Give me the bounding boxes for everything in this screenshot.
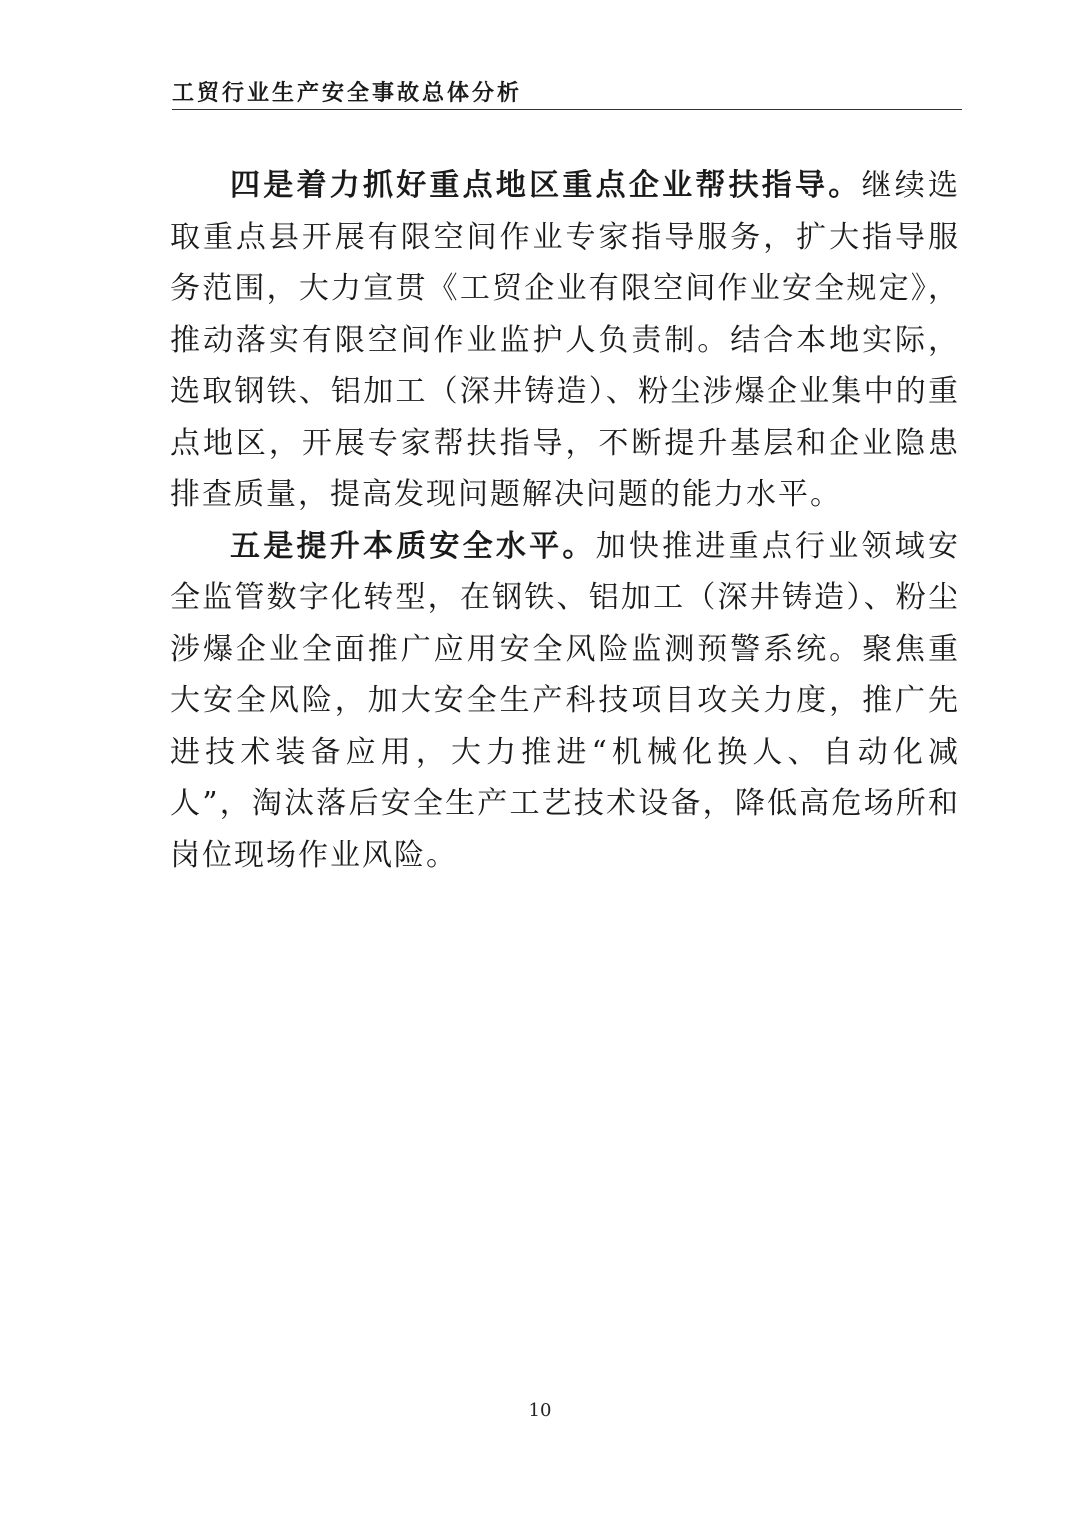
body-text — [170, 160, 960, 881]
paragraph-five-heading: 五是提升本质安全水平。 — [230, 528, 596, 564]
paragraph-five — [170, 521, 960, 882]
running-header-title: 工贸行业生产安全事故总体分析 — [172, 81, 523, 106]
paragraph-five-text: 加快推进重点行业领域安全监管数字化转型，在钢铁、铝加工（深井铸造）、粉尘涉爆企业全面推广应用安全风险监测预警系统。聚焦重大安全风险，加大安全生产科技项目攻关力度，推广先进技术装备应用，大力推进“机械化换人、自动化减人”，淘汰落后安全生产工艺技术设备，降低高危场所和岗位现场作业风险。 — [170, 528, 961, 873]
header-divider — [172, 109, 962, 110]
paragraph-four-text: 继续选取重点县开展有限空间作业专家指导服务，扩大指导服务范围，大力宣贯《工贸企业有限空间作业安全规定》，推动落实有限空间作业监护人负责制。结合本地实际，选取钢铁、铝加工（深井铸造）、粉尘涉爆企业集中的重点地区，开展专家帮扶指导，不断提升基层和企业隐患排查质量，提高发现问题解决问题的能力水平。 — [170, 168, 961, 512]
paragraph-four-heading: 四是着力抓好重点地区重点企业帮扶指导。 — [230, 168, 862, 203]
paragraph-four — [170, 160, 960, 521]
page-number: 10 — [528, 1400, 552, 1421]
page-header — [172, 72, 962, 112]
